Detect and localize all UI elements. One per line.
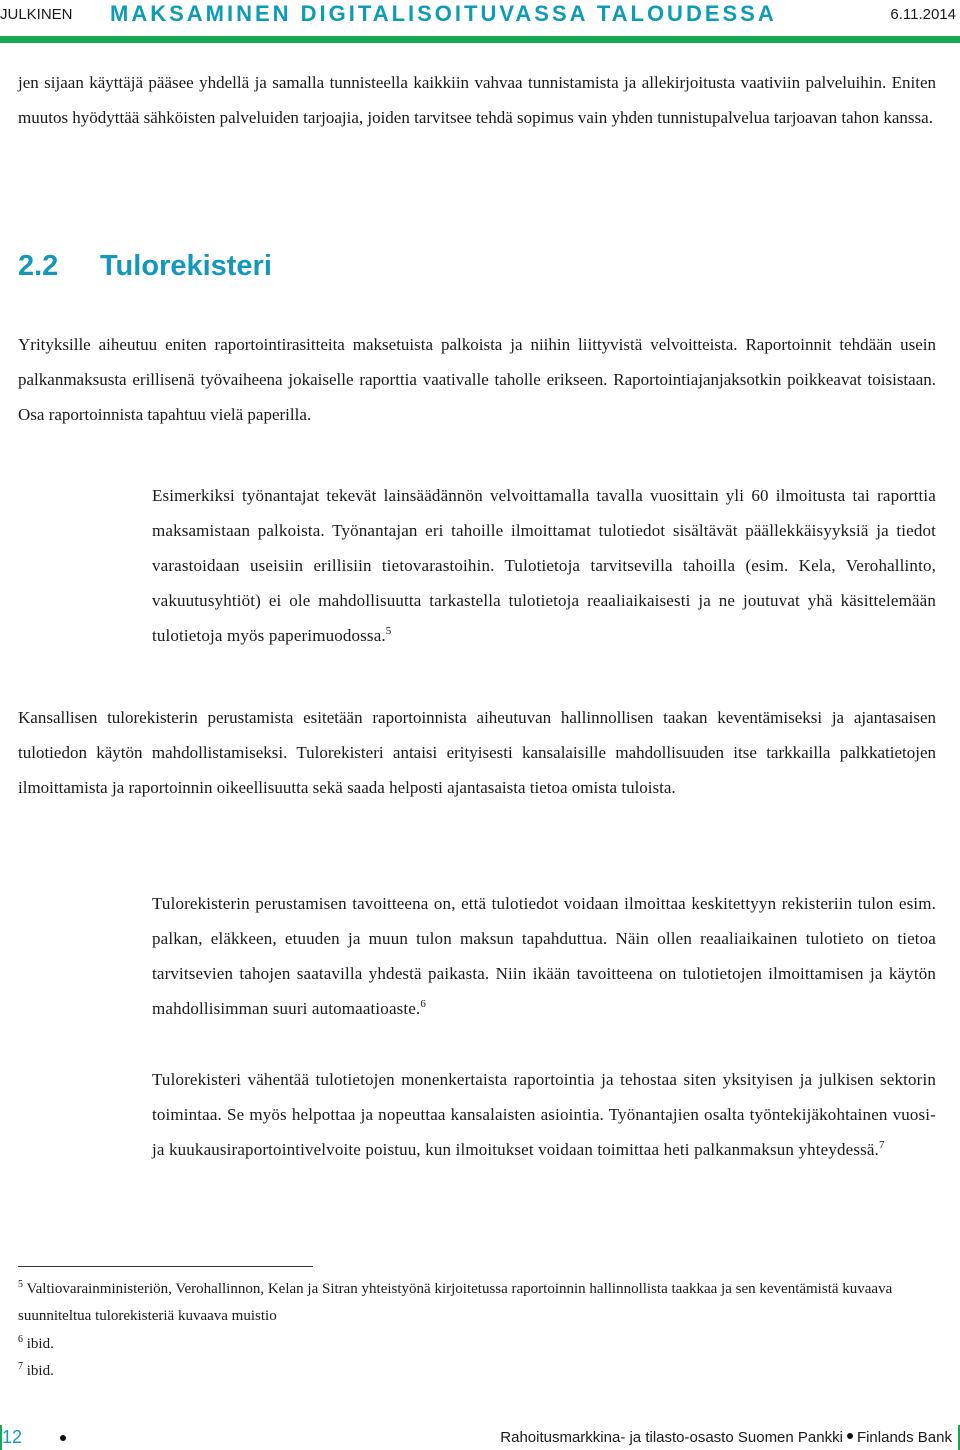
footnote-5-number: 5: [18, 1279, 23, 1290]
footnote-ref-7: 7: [878, 1139, 885, 1151]
page-number: 12: [2, 1427, 23, 1447]
footnote-6-text: ibid.: [26, 1336, 54, 1352]
footnote-6: [18, 1331, 938, 1358]
section-heading: [18, 250, 272, 283]
footnote-6-number: 6: [18, 1334, 23, 1345]
page-footer: [0, 1425, 960, 1450]
quote-paragraph-2: [152, 886, 936, 1026]
footer-separator-dot: [847, 1433, 853, 1439]
document-title: MAKSAMINEN DIGITALISOITUVASSA TALOUDESSA: [110, 1, 777, 26]
section-paragraph-1: Yrityksille aiheutuu eniten raportointirasitteita maksetuista palkoista ja niihin liittyvistä velvoitteista. Raportoinnit tehdään usein palkanmaksusta erillisenä työvaiheena jokaiselle raporttia vaativalle taholle erikseen. Raportointiajanjaksotkin poikkeavat toisistaan. Osa raportoinnista tapahtuu vielä paperilla.: [18, 335, 936, 424]
header-divider: [0, 36, 960, 43]
footnote-7-number: 7: [18, 1361, 23, 1372]
quote-3-text: Tulorekisteri vähentää tulotietojen monenkertaista raportointia ja tehostaa siten yksityisen ja julkisen sektorin toimintaa. Se myös helpottaa ja nopeuttaa kansalaisten asiointia. Työnantajien osalta työntekijäkohtainen vuosi- ja kuukausiraportointivelvoite poistuu, kun ilmoitukset voidaan toimittaa heti palkanmaksun yhteydessä.: [152, 1070, 936, 1159]
footer-bank-sv: Finlands Bank: [856, 1429, 952, 1446]
footnote-7-text: ibid.: [26, 1363, 54, 1379]
page-header: [0, 0, 960, 30]
footnote-ref-6: 6: [420, 998, 427, 1010]
section-paragraph-2: Kansallisen tulorekisterin perustamista esitetään raportoinnista aiheutuvan hallinnollisen taakan keventämiseksi ja ajantasaisen tulotiedon käytön mahdollistamiseksi. Tulorekisteri antaisi erityisesti kansalaisille mahdollisuuden itse tarkkailla palkkatietojen ilmoittamista ja raportoinnin oikeellisuutta sekä saada helposti ajantasaista tietoa omista tuloista.: [18, 708, 936, 797]
quote-paragraph-3: [152, 1062, 936, 1167]
footer-source: [500, 1429, 952, 1446]
footnote-ref-5: 5: [385, 625, 392, 637]
footer-bullet: [60, 1435, 66, 1441]
footer-bank-fi: Suomen Pankki: [737, 1429, 843, 1446]
footnote-7: [18, 1358, 938, 1385]
classification-label: JULKINEN: [0, 6, 73, 23]
footnote-5-text: Valtiovarainministeriön, Verohallinnon, Kelan ja Sitran yhteistyönä kirjoitetussa raportoinnin hallinnollista taakkaa ja sen keventämistä kuvaava suunniteltua tulorekisteriä kuvaava muistio: [18, 1281, 893, 1324]
footer-department: Rahoitusmarkkina- ja tilasto-osasto: [500, 1429, 734, 1446]
document-date: 6.11.2014: [890, 6, 956, 23]
section-number: 2.2: [18, 250, 59, 282]
footnote-5: [18, 1276, 938, 1330]
quote-2-text: Tulorekisterin perustamisen tavoitteena on, että tulotiedot voidaan ilmoittaa keskitettyyn rekisteriin tulon esim. palkan, eläkkeen, etuuden ja muun tulon maksun tapahduttua. Näin ollen reaaliaikainen tulotieto on tietoa tarvitsevien tahojen saatavilla yhdestä paikasta. Niin ikään tavoitteena on tulotietojen ilmoittamisen ja käytön mahdollisimman suuri automaatioaste.: [152, 894, 936, 1018]
footnote-divider: [18, 1266, 313, 1267]
intro-paragraph: jen sijaan käyttäjä pääsee yhdellä ja samalla tunnisteella kaikkiin vahvaa tunnistamista ja allekirjoitusta vaativiin palveluihin. Eniten muutos hyödyttää sähköisten palveluiden tarjoajia, joiden tarvitsee tehdä sopimus vain yhden tunnistupalvelua tarjoavan tahon kanssa.: [18, 73, 936, 127]
quote-1-text: Esimerkiksi työnantajat tekevät lainsäädännön velvoittamalla tavalla vuosittain yli 60 ilmoitusta tai raporttia maksamistaan palkoista. Työnantajan eri tahoille ilmoittamat tulotiedot sisältävät päällekkäisyyksiä ja tiedot varastoidaan useisiin erillisiin tietovarastoihin. Tulotietoja tarvitsevilla tahoilla (esim. Kela, Verohallinto, vakuutusyhtiöt) ei ole mahdollisuutta tarkastella tulotietoja reaaliaikaisesti ja ne joutuvat yhä käsittelemään tulotietoja myös paperimuodossa.: [152, 486, 936, 645]
quote-paragraph-1: [152, 478, 936, 653]
section-title: Tulorekisteri: [100, 250, 272, 282]
